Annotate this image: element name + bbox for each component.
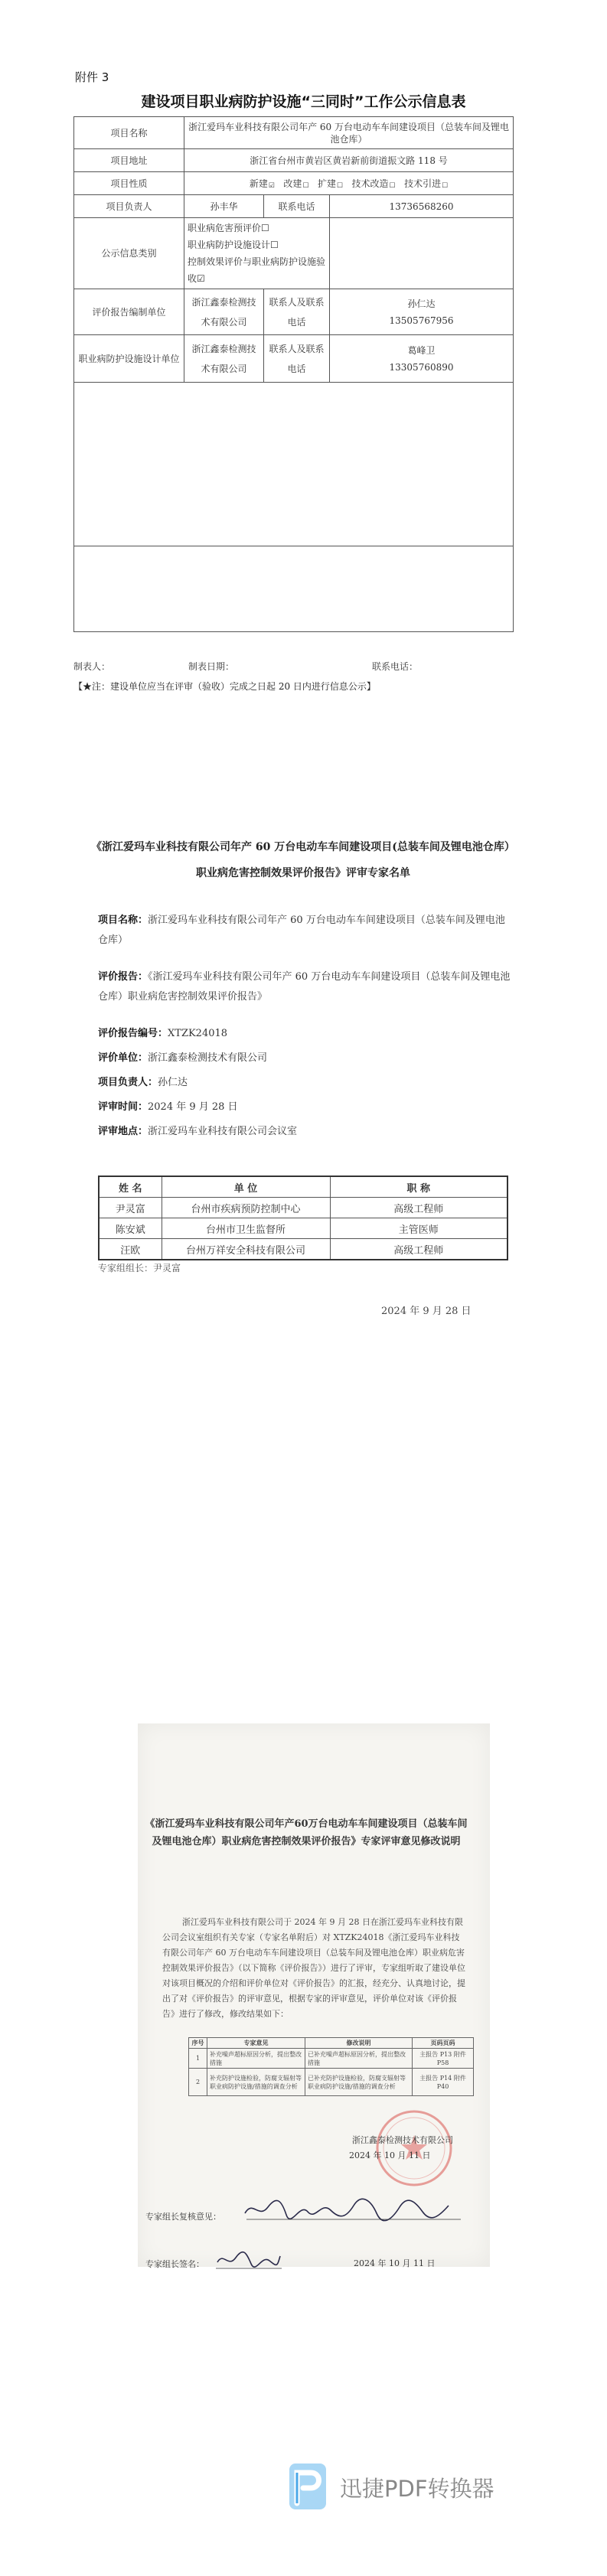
notice-note: 【★注：建设单位应当在评审（验收）完成之日起 20 日内进行信息公示】 [73,681,376,692]
table-row [99,1218,507,1239]
nature-options [184,172,514,195]
table-header-row [99,1176,507,1198]
table-row [189,2049,474,2069]
page-title: 建设项目职业病防护设施“三同时”工作公示信息表 [141,93,466,110]
signature-date: 2024 年 10 月 11 日 [354,2258,436,2268]
design-contact-value [330,335,514,383]
handwritten-review-signature [242,2196,464,2224]
expert-unit: 台州市卫生监督所 [162,1218,330,1239]
table-header-row [189,2038,474,2049]
revision-title: 《浙江爱玛车业科技有限公司年产60万台电动车车间建设项目（总装车间及锂电池仓库）职业病危害控制效果评价报告》专家评审意见修改说明 [145,1818,468,1847]
expert-leader: 专家组组长：尹灵富 [98,1263,181,1273]
expert-name: 汪欧 [99,1239,162,1260]
expert-table [98,1176,508,1260]
row-no: 1 [189,2049,207,2069]
expert-project-name: 项目名称：浙江爱玛车业科技有限公司年产 60 万台电动车车间建设项目（总装车间及锂电池仓库） [98,915,505,946]
revision-body: 浙江爱玛车业科技有限公司于 2024 年 9 月 28 日在浙江爱玛车业科技有限公司会议室组织有关专家（专家名单附后）对 XTZK24018《浙江爱玛车业科技有限公司年产 60 万台电动车车间建设项目（总装车间及锂电池仓库）职业病危害控制效果评价报告》（以下简称《评价报告》）进行了评审，专家组听取了建设单位对该项目概况的介绍和评价单位对《评价报告》的汇报，经充分、认真地讨论，提出了对《评价报告》的评审意见，根据专家的评审意见，评价单位对该《评价报告》进行了修改，修改结果如下： [162,1917,465,2019]
eval-contact-label: 联系人及联系电话 [264,289,330,335]
expert-title: 高级工程师 [330,1239,507,1260]
expert-name: 陈安斌 [99,1218,162,1239]
revision-company: 浙江鑫泰检测技术有限公司 [352,2135,453,2145]
category-pre-assessment: 职业病危害预评价 [188,223,262,233]
expert-review-place: 评审地点：浙江爱玛车业科技有限公司会议室 [98,1126,298,1137]
category-acceptance: 控制效果评价与职业病防护设施验收 [188,256,326,284]
expert-review-time: 评审时间：2024 年 9 月 28 日 [98,1101,238,1113]
design-unit-label: 职业病防护设施设计单位 [74,335,184,383]
leader-review-label: 专家组长复核意见： [145,2212,221,2222]
checkbox-checked-icon: ☑ [197,273,205,284]
row-page: 主报告 P13 附件 P58 [413,2049,474,2069]
row-page: 主报告 P14 附件 P40 [413,2069,474,2096]
expert-list-date: 2024 年 9 月 28 日 [381,1306,472,1317]
company-seal-icon [372,2106,456,2190]
eval-unit-label: 评价报告编制单位 [74,289,184,335]
row-no: 2 [189,2069,207,2096]
revision-date: 2024 年 10 月 11 日 [349,2150,431,2160]
col-header-unit: 单 位 [162,1176,330,1198]
row-opinion: 补充噪声超标原因分析，提出整改措施 [207,2049,305,2069]
expert-project-manager: 项目负责人：孙仁达 [98,1077,188,1088]
address-value: 浙江省台州市黄岩区黄岩新前街道振文路 118 号 [184,149,514,172]
table-row [99,1198,507,1218]
manager-phone-value: 13736568260 [330,195,514,218]
checkbox-icon: ☐ [389,181,396,190]
manager-phone-label: 联系电话 [264,195,330,218]
nature-option-rebuild: 改建 [283,178,302,189]
attachment-label: 附件 3 [75,70,109,84]
info-table [73,116,514,632]
eval-contact-name: 孙仁达 [407,298,436,309]
nature-option-expand: 扩建 [317,178,336,189]
watermark-text: 迅捷PDF转换器 [340,2476,494,2502]
nature-option-upgrade: 技术改造 [351,178,389,189]
revision-table [188,2037,474,2096]
project-name-value: 浙江爱玛车业科技有限公司年产 60 万台电动车车间建设项目（总装车间及锂电池仓库） [184,117,514,149]
expert-list-title: 《浙江爱玛车业科技有限公司年产 60 万台电动车车间建设项目(总装车间及锂电池仓库）职业病危害控制效果评价报告》评审专家名单 [91,841,515,879]
table-row [189,2069,474,2096]
category-label: 公示信息类别 [74,218,184,289]
row-opinion: 补充防护设施检验，防腐支辐射等职业病防护设施/措施的调查分析 [207,2069,305,2096]
col-header-revision: 修改说明 [305,2038,413,2049]
footer-phone-label: 联系电话： [372,661,419,672]
col-header-opinion: 专家意见 [207,2038,305,2049]
manager-value: 孙丰华 [184,195,264,218]
design-unit-value: 浙江鑫泰检测技术有限公司 [184,335,264,383]
nature-option-import: 技术引进 [404,178,442,189]
project-name-label: 项目名称 [74,117,184,149]
leader-sign-label: 专家组长签名： [145,2259,204,2269]
col-header-page: 页码页码 [413,2038,474,2049]
checkbox-icon: ☐ [336,181,344,190]
nature-label: 项目性质 [74,172,184,195]
checkbox-icon: ☐ [442,181,449,190]
expert-name: 尹灵富 [99,1198,162,1218]
design-contact-name: 葛峰卫 [407,344,436,356]
eval-contact-value [330,289,514,335]
manager-label: 项目负责人 [74,195,184,218]
category-design: 职业病防护设施设计 [188,240,271,250]
expert-title: 主管医师 [330,1218,507,1239]
design-contact-phone: 13305760890 [389,361,454,373]
expert-report-no: 评价报告编号：XTZK24018 [98,1028,228,1039]
expert-unit: 台州万祥安全科技有限公司 [162,1239,330,1260]
col-header-name: 姓 名 [99,1176,162,1198]
address-label: 项目地址 [74,149,184,172]
row-revision: 已补充防护设施检验，防腐支辐射等职业病防护设施/措施的调查分析 [305,2069,413,2096]
eval-unit-value: 浙江鑫泰检测技术有限公司 [184,289,264,335]
eval-contact-phone: 13505767956 [389,315,454,326]
expert-title: 高级工程师 [330,1198,507,1218]
checkbox-icon: ☐ [302,181,309,190]
col-header-no: 序号 [189,2038,207,2049]
checkbox-icon: ☐ [270,240,279,250]
filler-label: 制表人： [73,661,111,672]
row-revision: 已补充噪声超标原因分析，提出整改措施 [305,2049,413,2069]
col-header-title: 职 称 [330,1176,507,1198]
checkbox-checked-icon: ☑ [268,181,275,190]
nature-option-new: 新建 [249,178,268,189]
expert-unit: 台州市疾病预防控制中心 [162,1198,330,1218]
design-contact-label: 联系人及联系电话 [264,335,330,383]
blank-area-2 [74,546,514,632]
category-options [184,218,330,289]
checkbox-icon: ☐ [261,223,269,233]
handwritten-leader-signature [214,2247,283,2273]
pdf-converter-logo-icon [288,2462,328,2511]
table-row [99,1239,507,1260]
blank-area-1 [74,383,514,546]
fill-date-label: 制表日期： [188,661,235,672]
expert-eval-unit: 评价单位：浙江鑫泰检测技术有限公司 [98,1052,268,1064]
expert-report: 评价报告：《浙江爱玛车业科技有限公司年产 60 万台电动车车间建设项目（总装车间及锂电池仓库）职业病危害控制效果评价报告》 [98,971,511,1003]
